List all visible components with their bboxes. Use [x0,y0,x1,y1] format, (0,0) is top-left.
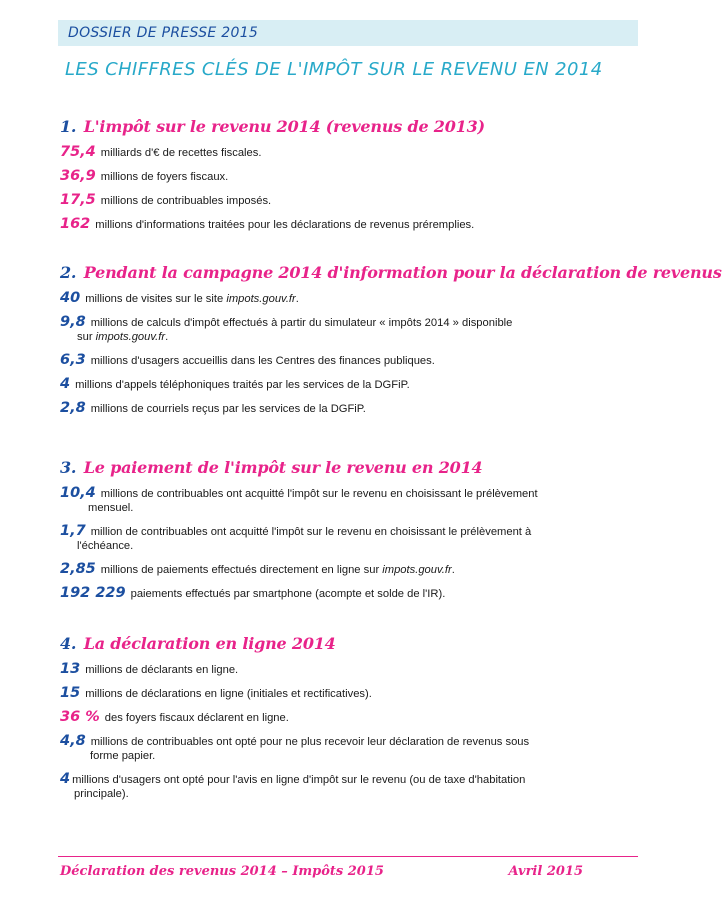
punctuation: . [295,293,299,305]
figure-text: millions de visites sur le site [85,293,224,305]
page-title: LES CHIFFRES CLÉS DE L'IMPÔT SUR LE REVENU EN 2014 [65,59,603,80]
figure: 162 [60,216,91,232]
footer-divider [58,856,638,857]
footer-date: Avril 2015 [508,864,583,879]
figure: 40 [60,290,81,306]
figure: 17,5 [60,192,96,208]
figure: 13 [60,661,81,677]
section-4 [60,634,620,801]
website-link-text: impots.gouv.fr [95,331,166,343]
continuation [60,330,620,344]
figure: 9,8 [60,314,86,330]
list-item [60,315,620,344]
figure-text: millions de contribuables ont acquitté l'impôt sur le revenu en choisissant le prélèvement [100,488,538,500]
footer-left-text: Déclaration des revenus 2014 – Impôts 2015 [60,864,384,879]
figure-text: des foyers fiscaux déclarent en ligne. [104,712,289,724]
section-title [60,117,620,136]
list-item [60,145,620,160]
section-number: 4. [60,634,77,653]
website-link-text: impots.gouv.fr [226,293,296,305]
list-item [60,401,620,416]
figure: 4 [60,771,71,787]
figure: 75,4 [60,144,96,160]
figure-text: millions d'appels téléphoniques traités par les services de la DGFiP. [75,379,410,391]
list-item [60,291,620,306]
figure: 15 [60,685,81,701]
list-item [60,353,620,368]
list-item [60,710,620,725]
continuation: mensuel. [88,502,134,514]
figure: 6,3 [60,352,86,368]
figure-text: millions de courriels reçus par les services de la DGFiP. [90,403,366,415]
continuation-prefix: sur [77,331,93,343]
list-item [60,486,620,515]
figure-text: millions de paiements effectués directement en ligne sur [100,564,380,576]
section-title-text: L'impôt sur le revenu 2014 (revenus de 2013) [83,117,485,136]
figure-text: million de contribuables ont acquitté l'impôt sur le revenu en choisissant le prélèvement à [90,526,532,538]
section-number: 1. [60,117,77,136]
section-title [60,634,620,653]
list-item [60,562,620,577]
figure-text: milliards d'€ de recettes fiscales. [100,147,262,159]
section-title-text: La déclaration en ligne 2014 [83,634,336,653]
figure-text: millions de déclarants en ligne. [85,664,239,676]
list-item [60,524,620,553]
section-title [60,458,620,477]
list-item [60,217,620,232]
section-number: 2. [60,263,77,282]
figure: 4 [60,376,71,392]
list-item [60,586,620,601]
banner-text: DOSSIER DE PRESSE 2015 [68,25,259,41]
website-link-text: impots.gouv.fr [382,564,452,576]
list-item [60,193,620,208]
figure: 36 % [60,709,100,725]
continuation: principale). [74,788,129,800]
figure: 10,4 [60,485,96,501]
list-item [60,772,620,801]
list-item [60,662,620,677]
list-item [60,377,620,392]
punctuation: . [165,331,169,343]
list-item [60,169,620,184]
continuation: l'échéance. [77,540,134,552]
figure: 192 229 [60,585,126,601]
figure-text: paiements effectués par smartphone (acompte et solde de l'IR). [130,588,446,600]
figure-text: millions de déclarations en ligne (initiales et rectificatives). [85,688,372,700]
figure-text: millions de contribuables imposés. [100,195,272,207]
press-banner [58,20,638,46]
figure-text: millions d'usagers accueillis dans les Centres des finances publiques. [90,355,435,367]
figure: 2,8 [60,400,86,416]
figure: 1,7 [60,523,86,539]
figure-text: millions de calculs d'impôt effectués à partir du simulateur « impôts 2014 » disponible [90,317,513,329]
figure-text: millions de contribuables ont opté pour ne plus recevoir leur déclaration de revenus sous [90,736,530,748]
section-3 [60,458,620,601]
section-title [60,263,722,282]
figure: 36,9 [60,168,96,184]
list-item [60,686,620,701]
section-1 [60,117,620,232]
punctuation: . [451,564,455,576]
continuation: forme papier. [90,750,156,762]
figure-text: millions d'usagers ont opté pour l'avis en ligne d'impôt sur le revenu (ou de taxe d'habitation [72,774,526,786]
section-title-text: Pendant la campagne 2014 d'information pour la déclaration de revenus [83,263,722,282]
section-number: 3. [60,458,77,477]
section-title-text: Le paiement de l'impôt sur le revenu en 2014 [83,458,483,477]
figure-text: millions d'informations traitées pour les déclarations de revenus préremplies. [95,219,475,231]
figure-text: millions de foyers fiscaux. [100,171,229,183]
list-item [60,734,620,763]
figure: 4,8 [60,733,86,749]
figure: 2,85 [60,561,96,577]
section-2 [60,263,722,416]
